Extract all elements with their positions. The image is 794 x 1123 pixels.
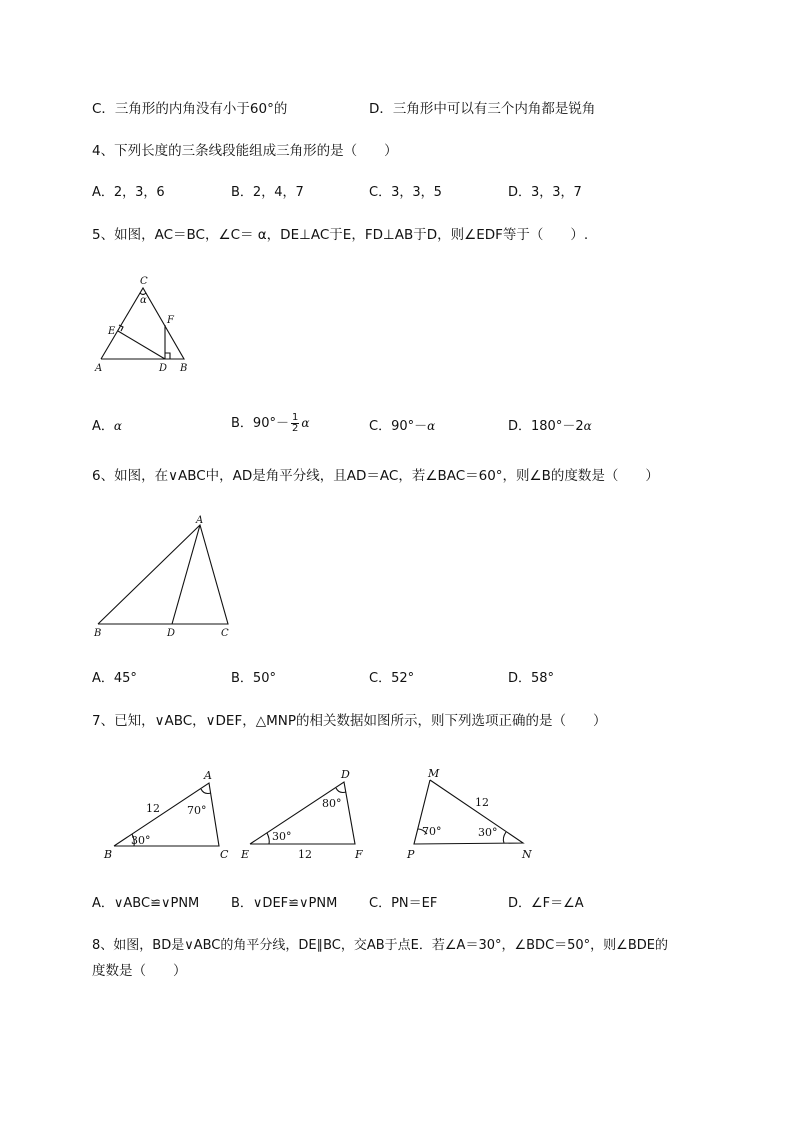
q5-label-c: C	[140, 276, 148, 287]
q5-option-b-alpha: α	[301, 416, 310, 430]
fraction-denominator: 2	[291, 423, 299, 434]
q7-stem: 7、已知，∨ABC，∨DEF，△MNP的相关数据如图所示，则下列选项正确的是（ ）	[92, 713, 607, 729]
q5-figure	[90, 272, 200, 376]
q7-angle-d: 80°	[322, 797, 342, 810]
q7-label-m: M	[428, 767, 440, 780]
q6-label-a: A	[196, 515, 204, 526]
q5-label-a: A	[95, 363, 103, 374]
q5-option-a-alpha: α	[113, 419, 123, 433]
q7-arc-d	[336, 788, 346, 793]
q7-angle-n: 30°	[478, 826, 498, 839]
q5-label-f: F	[167, 315, 174, 326]
q5-label-alpha: α	[140, 295, 147, 306]
q7-label-c: C	[220, 848, 229, 861]
q5-option-c-alpha: α	[427, 419, 436, 433]
q7-label-a: A	[204, 769, 212, 782]
q7-angle-a: 70°	[187, 804, 207, 817]
q7-arc-n	[503, 832, 506, 843]
q5-label-d: D	[159, 363, 168, 374]
q8-stem-line2: 度数是（ ）	[92, 963, 187, 979]
q7-label-b: B	[104, 848, 113, 861]
q5-option-c[interactable]	[369, 417, 435, 436]
q7-side-ab: 12	[146, 802, 160, 815]
q6-label-b: B	[94, 628, 102, 639]
q7-option-b[interactable]: B．∨DEF≌∨PNM	[231, 896, 338, 911]
q6-stem: 6、如图，在∨ABC中，AD是角平分线，且AD＝AC，若∠BAC＝60°，则∠B的度数是（ ）	[92, 468, 659, 484]
q5-right-angle-d	[165, 353, 170, 359]
q7-side-ef: 12	[298, 848, 312, 861]
q7-label-e: E	[241, 848, 250, 861]
q6-option-b[interactable]: B．50°	[231, 671, 276, 686]
q7-option-c[interactable]: C．PN＝EF	[369, 896, 438, 911]
q6-label-d: D	[167, 628, 176, 639]
q7-label-f: F	[355, 848, 363, 861]
q3-option-d[interactable]: D．三角形中可以有三个内角都是锐角	[369, 101, 596, 117]
q7-label-n: N	[522, 848, 532, 861]
q7-arc-a	[201, 789, 211, 794]
q4-option-b[interactable]: B．2，4，7	[231, 185, 304, 200]
q7-option-a[interactable]: A．∨ABC≌∨PNM	[92, 896, 200, 911]
q4-option-a[interactable]: A．2，3，6	[92, 185, 165, 200]
q5-label-e: E	[108, 326, 116, 337]
q6-option-a[interactable]: A．45°	[92, 671, 137, 686]
q5-option-b-prefix: B．90°－	[231, 416, 289, 431]
q5-option-d-alpha: α	[583, 419, 592, 433]
q6-segment-ad	[172, 525, 200, 624]
q5-segment-ed	[118, 331, 165, 359]
q6-figure	[90, 512, 240, 642]
q5-option-c-prefix: C．90°－	[369, 419, 428, 434]
q6-label-c: C	[221, 628, 229, 639]
q5-option-d-prefix: D．180°－2	[508, 419, 584, 434]
q7-angle-p: 70°	[422, 825, 442, 838]
q8-stem-line1: 8、如图，BD是∨ABC的角平分线，DE∥BC，交AB于点E．若∠A＝30°，∠BDC＝50°，则∠BDE的	[92, 938, 668, 953]
q4-option-d[interactable]: D．3，3，7	[508, 185, 582, 200]
q7-angle-e: 30°	[272, 830, 292, 843]
q7-option-d[interactable]: D．∠F＝∠A	[508, 896, 584, 911]
q5-label-b: B	[180, 363, 188, 374]
q7-angle-b: 30°	[131, 834, 151, 847]
q7-label-p: P	[407, 848, 415, 861]
fraction-numerator: 1	[291, 412, 299, 423]
q3-option-c[interactable]: C．三角形的内角没有小于60°的	[92, 101, 288, 117]
q4-option-c[interactable]: C．3，3，5	[369, 185, 442, 200]
q6-triangle	[98, 525, 228, 624]
q5-option-a[interactable]	[92, 417, 122, 436]
q6-option-c[interactable]: C．52°	[369, 671, 415, 686]
q5-option-a-prefix: A．	[92, 419, 114, 434]
q6-option-d[interactable]: D．58°	[508, 671, 555, 686]
q5-option-b-fraction	[291, 413, 299, 434]
q7-side-mn: 12	[475, 796, 489, 809]
q5-stem: 5、如图，AC＝BC，∠C＝ α，DE⊥AC于E，FD⊥AB于D，则∠EDF等于（ ）.	[92, 227, 589, 243]
q5-option-d[interactable]	[508, 417, 592, 436]
q5-option-b[interactable]	[231, 413, 309, 434]
q7-arc-e	[267, 833, 269, 844]
q4-stem: 4、下列长度的三条线段能组成三角形的是（ ）	[92, 143, 398, 159]
q7-figure	[98, 762, 548, 866]
q7-label-d: D	[341, 768, 350, 781]
